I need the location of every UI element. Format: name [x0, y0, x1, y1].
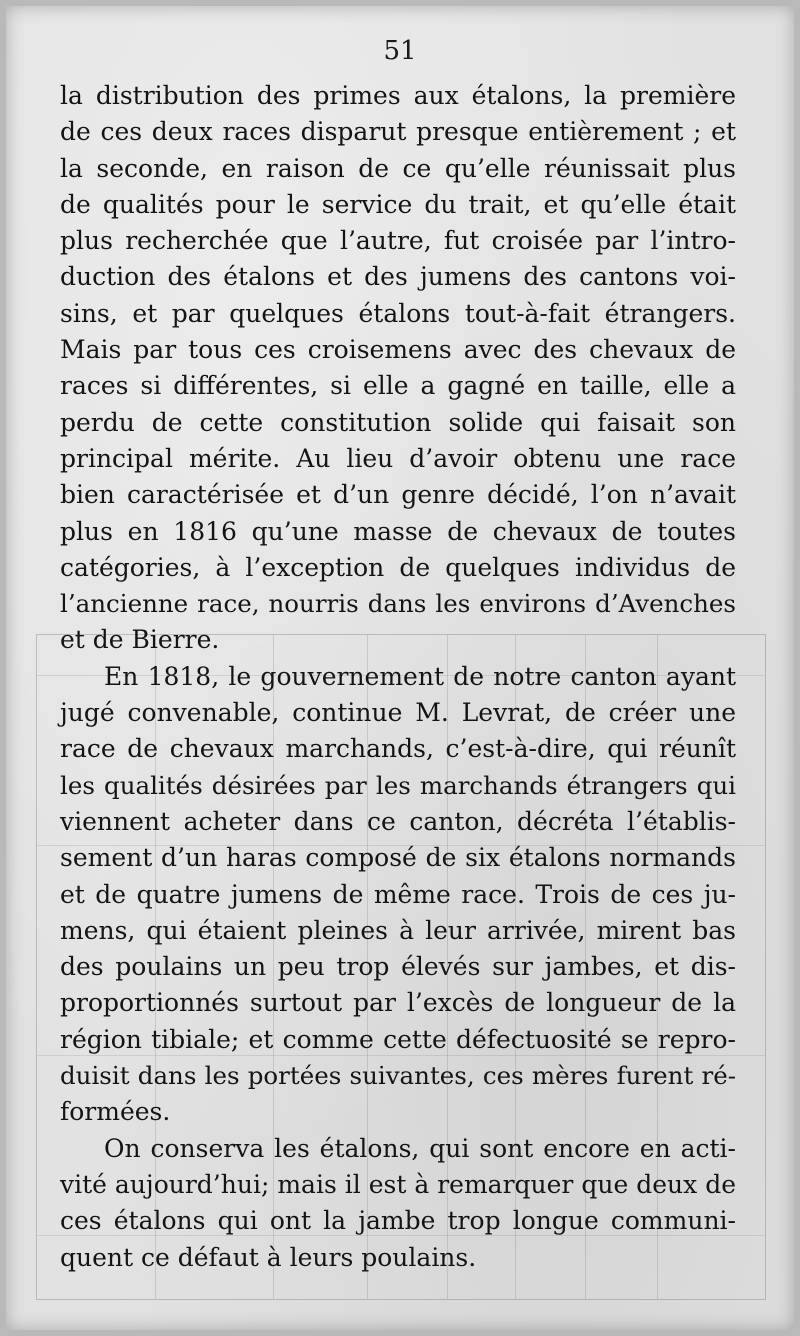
paragraph	[60, 78, 736, 659]
page-number: 51	[383, 36, 417, 66]
text-line: principal mérite. Au lieu d’avoir obtenu une race	[60, 443, 736, 473]
text-line: vité aujourd’hui; mais il est à remarquer que deux de	[60, 1169, 736, 1199]
text-line: sement d’un haras composé de six étalons normands	[60, 843, 736, 873]
text-line: sins, et par quelques étalons tout-à-fait étrangers.	[60, 298, 736, 328]
text-line: races si différentes, si elle a gagné en taille, elle a	[60, 371, 736, 401]
text-line: bien caractérisée et d’un genre décidé, l’on n’avait	[60, 480, 736, 510]
text-line: la distribution des primes aux étalons, la première	[60, 81, 736, 110]
text-line: Mais par tous ces croisemens avec des chevaux de	[60, 335, 736, 365]
text-line: race de chevaux marchands, c’est-à-dire, qui réunît	[60, 734, 736, 764]
text-line: En 1818, le gouvernement de notre canton ayant	[104, 661, 736, 691]
text-line: région tibiale; et comme cette défectuosité se repro-	[60, 1024, 736, 1054]
text-line: plus recherchée que l’autre, fut croisée par l’intro-	[60, 226, 736, 256]
text-line: plus en 1816 qu’une masse de chevaux de toutes	[60, 516, 736, 546]
text-line: les qualités désirées par les marchands étrangers qui	[60, 770, 736, 800]
text-line: et de quatre jumens de même race. Trois de ces ju-	[60, 879, 736, 909]
text-line: jugé convenable, continue M. Levrat, de créer une	[60, 698, 736, 728]
text-line: perdu de cette constitution solide qui faisait son	[60, 407, 736, 437]
paragraph	[60, 1131, 736, 1276]
text-line: quent ce défaut à leurs poulains.	[60, 1242, 477, 1272]
text-line: de ces deux races disparut presque entièrement ; et	[60, 117, 736, 147]
book-page	[6, 6, 794, 1330]
text-line: viennent acheter dans ce canton, décréta l’établis-	[60, 806, 736, 836]
text-line: ces étalons qui ont la jambe trop longue communi-	[60, 1206, 736, 1236]
body-text	[60, 78, 736, 1276]
text-line: duisit dans les portées suivantes, ces mères furent ré-	[60, 1061, 736, 1091]
text-line: catégories, à l’exception de quelques individus de	[60, 552, 736, 582]
text-line: l’ancienne race, nourris dans les environs d’Avenches	[60, 589, 736, 619]
text-line: duction des étalons et des jumens des cantons voi-	[60, 262, 736, 292]
text-line: On conserva les étalons, qui sont encore en acti-	[104, 1133, 736, 1163]
text-line: formées.	[60, 1097, 171, 1127]
text-line: et de Bierre.	[60, 625, 220, 655]
text-line: mens, qui étaient pleines à leur arrivée, mirent bas	[60, 915, 736, 945]
text-line: de qualités pour le service du trait, et qu’elle était	[60, 189, 736, 219]
text-line: la seconde, en raison de ce qu’elle réunissait plus	[60, 153, 736, 183]
paragraph	[60, 659, 736, 1131]
text-line: proportionnés surtout par l’excès de longueur de la	[60, 988, 736, 1018]
text-line: des poulains un peu trop élevés sur jambes, et dis-	[60, 952, 736, 982]
